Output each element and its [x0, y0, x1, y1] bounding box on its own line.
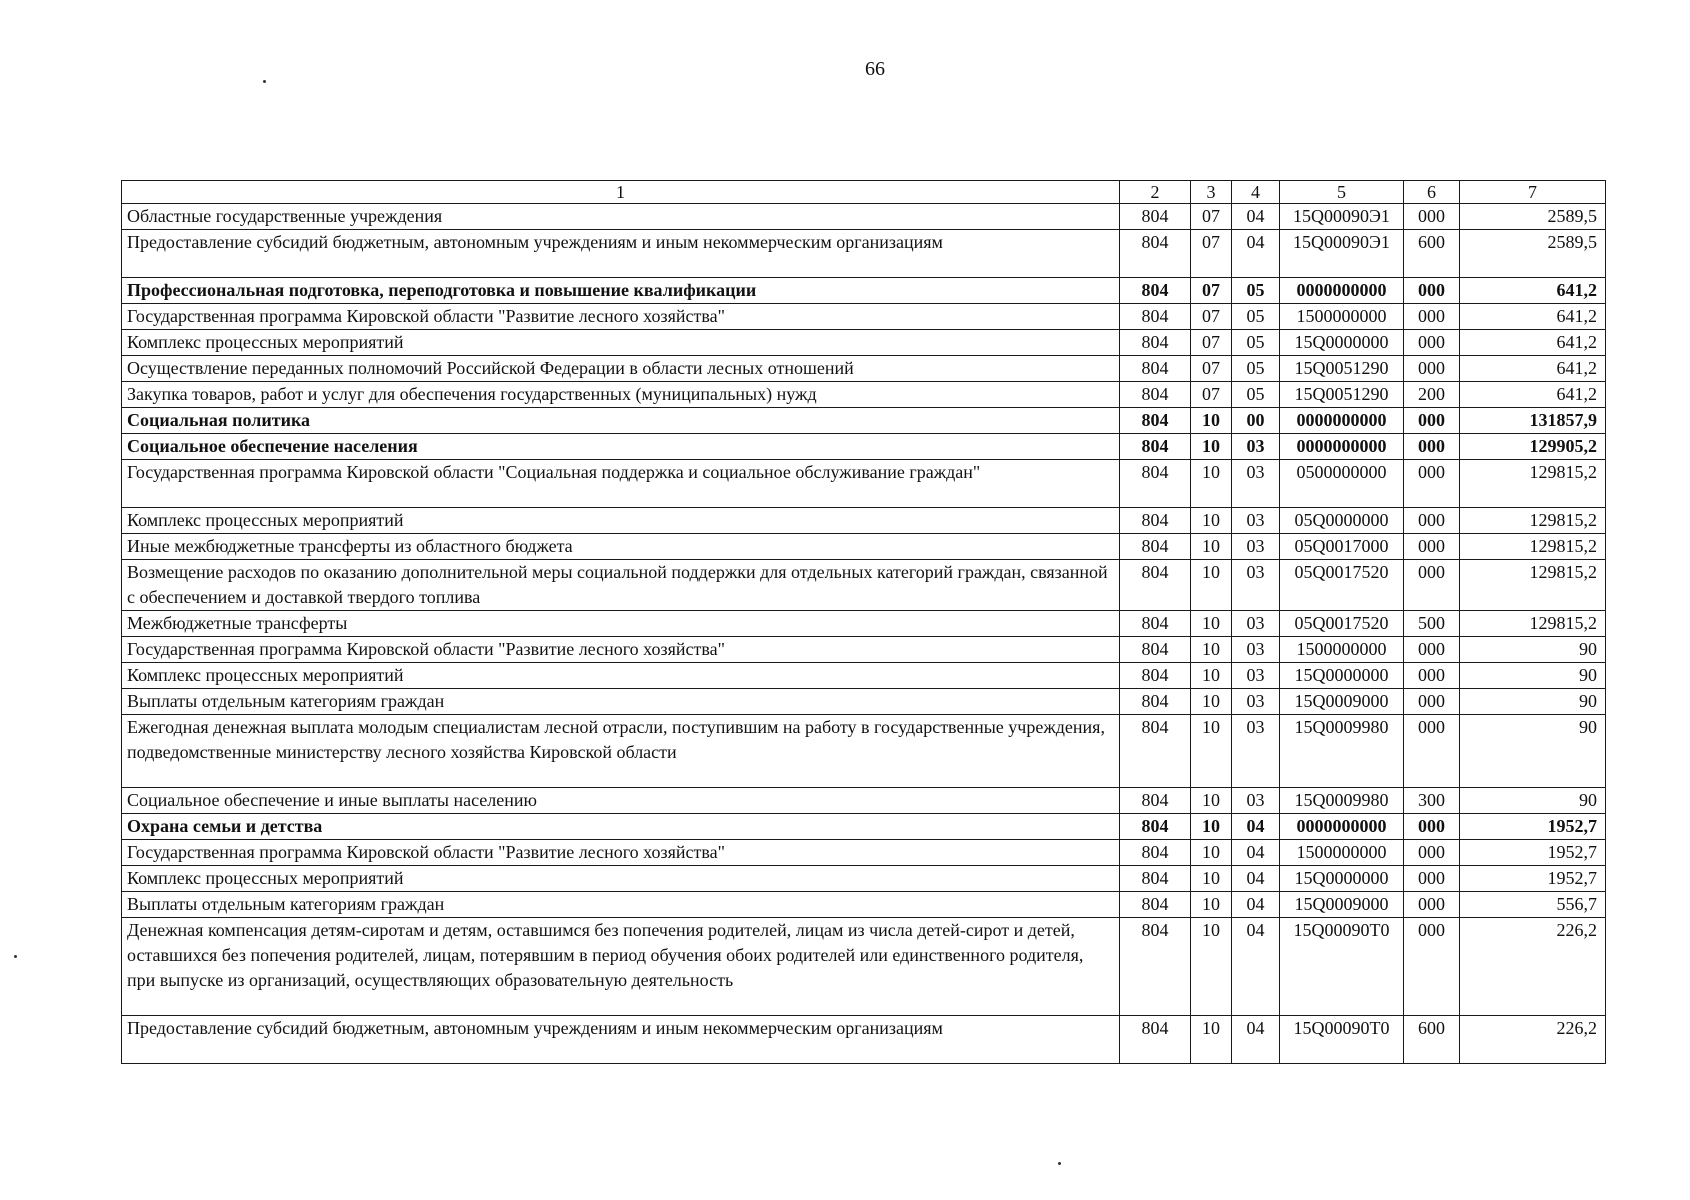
row-name-cell: Закупка товаров, работ и услуг для обеспечения государственных (муниципальных) нужд: [122, 382, 1120, 408]
row-expense-type-cell: 000: [1404, 278, 1460, 304]
row-section-cell: 10: [1191, 918, 1232, 1016]
row-target-code-cell: 15Q00090Т0: [1280, 918, 1404, 1016]
row-subsection-cell: 03: [1232, 663, 1280, 689]
row-subsection-cell: 03: [1232, 534, 1280, 560]
row-subsection-cell: 05: [1232, 278, 1280, 304]
row-admin-code-cell: 804: [1120, 918, 1191, 1016]
row-admin-code-cell: 804: [1120, 460, 1191, 508]
row-target-code-cell: 15Q0009000: [1280, 892, 1404, 918]
row-subsection-cell: 03: [1232, 788, 1280, 814]
row-target-code-cell: 0000000000: [1280, 408, 1404, 434]
row-subsection-cell: 03: [1232, 434, 1280, 460]
table-row: [122, 560, 1606, 611]
table-row: [122, 534, 1606, 560]
header-col-1: 1: [122, 181, 1120, 204]
row-expense-type-cell: 000: [1404, 814, 1460, 840]
row-expense-type-cell: 200: [1404, 382, 1460, 408]
budget-table: [121, 180, 1606, 1064]
row-expense-type-cell: 000: [1404, 330, 1460, 356]
row-target-code-cell: 0500000000: [1280, 460, 1404, 508]
row-amount-cell: 90: [1460, 788, 1606, 814]
table-row: [122, 408, 1606, 434]
row-name-cell: Охрана семьи и детства: [122, 814, 1120, 840]
header-col-3: 3: [1191, 181, 1232, 204]
table-row: [122, 866, 1606, 892]
row-section-cell: 10: [1191, 663, 1232, 689]
row-amount-cell: 226,2: [1460, 918, 1606, 1016]
row-expense-type-cell: 000: [1404, 637, 1460, 663]
row-target-code-cell: 15Q0051290: [1280, 382, 1404, 408]
row-name-cell: Комплекс процессных мероприятий: [122, 663, 1120, 689]
table-row: [122, 204, 1606, 230]
row-section-cell: 10: [1191, 434, 1232, 460]
row-admin-code-cell: 804: [1120, 892, 1191, 918]
table-body: [122, 204, 1606, 1064]
row-amount-cell: 641,2: [1460, 330, 1606, 356]
table-row: [122, 460, 1606, 508]
row-expense-type-cell: 500: [1404, 611, 1460, 637]
row-subsection-cell: 03: [1232, 560, 1280, 611]
row-subsection-cell: 04: [1232, 204, 1280, 230]
table-row: [122, 382, 1606, 408]
row-expense-type-cell: 000: [1404, 866, 1460, 892]
header-col-4: 4: [1232, 181, 1280, 204]
table-row: [122, 840, 1606, 866]
row-amount-cell: 129815,2: [1460, 611, 1606, 637]
row-amount-cell: 226,2: [1460, 1016, 1606, 1064]
row-target-code-cell: 15Q0000000: [1280, 866, 1404, 892]
row-subsection-cell: 05: [1232, 330, 1280, 356]
row-expense-type-cell: 000: [1404, 204, 1460, 230]
row-expense-type-cell: 000: [1404, 560, 1460, 611]
row-expense-type-cell: 000: [1404, 304, 1460, 330]
row-admin-code-cell: 804: [1120, 866, 1191, 892]
row-expense-type-cell: 000: [1404, 434, 1460, 460]
row-expense-type-cell: 000: [1404, 840, 1460, 866]
row-admin-code-cell: 804: [1120, 356, 1191, 382]
row-section-cell: 10: [1191, 866, 1232, 892]
row-admin-code-cell: 804: [1120, 788, 1191, 814]
row-admin-code-cell: 804: [1120, 637, 1191, 663]
row-name-cell: Областные государственные учреждения: [122, 204, 1120, 230]
row-admin-code-cell: 804: [1120, 840, 1191, 866]
table-row: [122, 892, 1606, 918]
row-section-cell: 10: [1191, 508, 1232, 534]
row-name-cell: Комплекс процессных мероприятий: [122, 866, 1120, 892]
row-admin-code-cell: 804: [1120, 278, 1191, 304]
row-subsection-cell: 04: [1232, 1016, 1280, 1064]
row-expense-type-cell: 000: [1404, 892, 1460, 918]
header-col-7: 7: [1460, 181, 1606, 204]
row-subsection-cell: 03: [1232, 460, 1280, 508]
row-name-cell: Иные межбюджетные трансферты из областного бюджета: [122, 534, 1120, 560]
row-expense-type-cell: 000: [1404, 408, 1460, 434]
header-col-5: 5: [1280, 181, 1404, 204]
row-section-cell: 10: [1191, 637, 1232, 663]
row-section-cell: 10: [1191, 715, 1232, 788]
row-amount-cell: 641,2: [1460, 278, 1606, 304]
table-row: [122, 814, 1606, 840]
table-row: [122, 330, 1606, 356]
scan-speck: [263, 80, 266, 83]
row-expense-type-cell: 000: [1404, 356, 1460, 382]
row-name-cell: Государственная программа Кировской области "Развитие лесного хозяйства": [122, 840, 1120, 866]
row-admin-code-cell: 804: [1120, 408, 1191, 434]
row-name-cell: Социальное обеспечение населения: [122, 434, 1120, 460]
row-name-cell: Государственная программа Кировской области "Социальная поддержка и социальное обслуживание граждан": [122, 460, 1120, 508]
row-section-cell: 10: [1191, 534, 1232, 560]
page-number: 66: [865, 58, 885, 80]
row-name-cell: Государственная программа Кировской области "Развитие лесного хозяйства": [122, 637, 1120, 663]
table-row: [122, 356, 1606, 382]
row-name-cell: Выплаты отдельным категориям граждан: [122, 689, 1120, 715]
row-section-cell: 07: [1191, 382, 1232, 408]
row-expense-type-cell: 000: [1404, 460, 1460, 508]
row-section-cell: 07: [1191, 278, 1232, 304]
row-subsection-cell: 04: [1232, 918, 1280, 1016]
row-target-code-cell: 15Q0051290: [1280, 356, 1404, 382]
table-row: [122, 230, 1606, 278]
row-name-cell: Межбюджетные трансферты: [122, 611, 1120, 637]
row-name-cell: Комплекс процессных мероприятий: [122, 508, 1120, 534]
header-row: [122, 181, 1606, 204]
row-target-code-cell: 0000000000: [1280, 278, 1404, 304]
row-name-cell: Предоставление субсидий бюджетным, автономным учреждениям и иным некоммерческим организациям: [122, 230, 1120, 278]
row-target-code-cell: 15Q00090Э1: [1280, 204, 1404, 230]
row-subsection-cell: 04: [1232, 866, 1280, 892]
row-name-cell: Государственная программа Кировской области "Развитие лесного хозяйства": [122, 304, 1120, 330]
row-target-code-cell: 15Q0009980: [1280, 788, 1404, 814]
row-amount-cell: 129815,2: [1460, 534, 1606, 560]
row-target-code-cell: 15Q0009000: [1280, 689, 1404, 715]
row-section-cell: 07: [1191, 304, 1232, 330]
table-row: [122, 434, 1606, 460]
row-admin-code-cell: 804: [1120, 304, 1191, 330]
row-subsection-cell: 03: [1232, 508, 1280, 534]
row-admin-code-cell: 804: [1120, 434, 1191, 460]
row-name-cell: Выплаты отдельным категориям граждан: [122, 892, 1120, 918]
row-admin-code-cell: 804: [1120, 534, 1191, 560]
row-subsection-cell: 04: [1232, 892, 1280, 918]
table-row: [122, 788, 1606, 814]
row-name-cell: Возмещение расходов по оказанию дополнительной меры социальной поддержки для отдельных категорий граждан, связанной с обеспечением и доставкой твердого топлива: [122, 560, 1120, 611]
row-section-cell: 10: [1191, 689, 1232, 715]
row-target-code-cell: 15Q00090Э1: [1280, 230, 1404, 278]
table-row: [122, 663, 1606, 689]
row-admin-code-cell: 804: [1120, 689, 1191, 715]
row-subsection-cell: 05: [1232, 356, 1280, 382]
row-admin-code-cell: 804: [1120, 382, 1191, 408]
row-subsection-cell: 04: [1232, 814, 1280, 840]
row-amount-cell: 641,2: [1460, 382, 1606, 408]
row-amount-cell: 641,2: [1460, 304, 1606, 330]
row-section-cell: 07: [1191, 204, 1232, 230]
row-subsection-cell: 03: [1232, 715, 1280, 788]
row-admin-code-cell: 804: [1120, 611, 1191, 637]
row-expense-type-cell: 300: [1404, 788, 1460, 814]
row-expense-type-cell: 000: [1404, 534, 1460, 560]
row-target-code-cell: 15Q00090Т0: [1280, 1016, 1404, 1064]
table-row: [122, 715, 1606, 788]
row-amount-cell: 1952,7: [1460, 840, 1606, 866]
row-amount-cell: 129815,2: [1460, 508, 1606, 534]
row-admin-code-cell: 804: [1120, 204, 1191, 230]
row-expense-type-cell: 000: [1404, 689, 1460, 715]
scan-speck: [1058, 1162, 1061, 1165]
row-target-code-cell: 15Q0000000: [1280, 663, 1404, 689]
table-row: [122, 304, 1606, 330]
row-amount-cell: 129815,2: [1460, 560, 1606, 611]
row-admin-code-cell: 804: [1120, 330, 1191, 356]
row-subsection-cell: 03: [1232, 689, 1280, 715]
row-expense-type-cell: 000: [1404, 715, 1460, 788]
row-section-cell: 07: [1191, 230, 1232, 278]
row-section-cell: 10: [1191, 892, 1232, 918]
row-amount-cell: 641,2: [1460, 356, 1606, 382]
row-amount-cell: 90: [1460, 689, 1606, 715]
table-row: [122, 918, 1606, 1016]
row-target-code-cell: 1500000000: [1280, 840, 1404, 866]
row-section-cell: 10: [1191, 460, 1232, 508]
row-amount-cell: 556,7: [1460, 892, 1606, 918]
header-col-6: 6: [1404, 181, 1460, 204]
row-target-code-cell: 05Q0017520: [1280, 560, 1404, 611]
row-section-cell: 07: [1191, 330, 1232, 356]
row-amount-cell: 129815,2: [1460, 460, 1606, 508]
row-target-code-cell: 0000000000: [1280, 434, 1404, 460]
row-amount-cell: 90: [1460, 637, 1606, 663]
row-admin-code-cell: 804: [1120, 715, 1191, 788]
row-name-cell: Социальная политика: [122, 408, 1120, 434]
row-name-cell: Социальное обеспечение и иные выплаты населению: [122, 788, 1120, 814]
row-target-code-cell: 05Q0000000: [1280, 508, 1404, 534]
row-subsection-cell: 04: [1232, 840, 1280, 866]
row-name-cell: Комплекс процессных мероприятий: [122, 330, 1120, 356]
row-subsection-cell: 04: [1232, 230, 1280, 278]
row-target-code-cell: 05Q0017000: [1280, 534, 1404, 560]
row-expense-type-cell: 000: [1404, 508, 1460, 534]
row-name-cell: Ежегодная денежная выплата молодым специалистам лесной отрасли, поступившим на работу в государственные учреждения, подведомственные министерству лесного хозяйства Кировской области: [122, 715, 1120, 788]
table-row: [122, 508, 1606, 534]
row-section-cell: 10: [1191, 560, 1232, 611]
row-name-cell: Денежная компенсация детям-сиротам и детям, оставшимся без попечения родителей, лицам из числа детей-сирот и детей, оставшихся без попечения родителей, лицам, потерявшим в период обучения обоих родителей или единственного родителя, при выпуске из организаций, осуществляющих образовательную деятельность: [122, 918, 1120, 1016]
row-admin-code-cell: 804: [1120, 814, 1191, 840]
row-expense-type-cell: 000: [1404, 663, 1460, 689]
row-amount-cell: 2589,5: [1460, 230, 1606, 278]
table-row: [122, 1016, 1606, 1064]
row-amount-cell: 131857,9: [1460, 408, 1606, 434]
row-target-code-cell: 0000000000: [1280, 814, 1404, 840]
row-admin-code-cell: 804: [1120, 663, 1191, 689]
row-expense-type-cell: 600: [1404, 230, 1460, 278]
row-subsection-cell: 03: [1232, 611, 1280, 637]
row-target-code-cell: 05Q0017520: [1280, 611, 1404, 637]
scan-speck: [14, 955, 17, 958]
row-admin-code-cell: 804: [1120, 230, 1191, 278]
row-section-cell: 10: [1191, 408, 1232, 434]
row-subsection-cell: 03: [1232, 637, 1280, 663]
row-subsection-cell: 00: [1232, 408, 1280, 434]
header-col-2: 2: [1120, 181, 1191, 204]
row-section-cell: 10: [1191, 814, 1232, 840]
row-section-cell: 10: [1191, 788, 1232, 814]
table-row: [122, 278, 1606, 304]
row-target-code-cell: 15Q0000000: [1280, 330, 1404, 356]
row-admin-code-cell: 804: [1120, 560, 1191, 611]
row-admin-code-cell: 804: [1120, 1016, 1191, 1064]
table-row: [122, 637, 1606, 663]
table-row: [122, 689, 1606, 715]
row-amount-cell: 1952,7: [1460, 814, 1606, 840]
row-section-cell: 07: [1191, 356, 1232, 382]
row-amount-cell: 90: [1460, 715, 1606, 788]
row-amount-cell: 129905,2: [1460, 434, 1606, 460]
row-admin-code-cell: 804: [1120, 508, 1191, 534]
row-section-cell: 10: [1191, 840, 1232, 866]
row-expense-type-cell: 000: [1404, 918, 1460, 1016]
row-expense-type-cell: 600: [1404, 1016, 1460, 1064]
row-section-cell: 10: [1191, 611, 1232, 637]
row-name-cell: Предоставление субсидий бюджетным, автономным учреждениям и иным некоммерческим организациям: [122, 1016, 1120, 1064]
row-target-code-cell: 1500000000: [1280, 637, 1404, 663]
row-amount-cell: 90: [1460, 663, 1606, 689]
row-target-code-cell: 15Q0009980: [1280, 715, 1404, 788]
row-section-cell: 10: [1191, 1016, 1232, 1064]
row-subsection-cell: 05: [1232, 382, 1280, 408]
row-amount-cell: 2589,5: [1460, 204, 1606, 230]
row-name-cell: Осуществление переданных полномочий Российской Федерации в области лесных отношений: [122, 356, 1120, 382]
row-amount-cell: 1952,7: [1460, 866, 1606, 892]
row-target-code-cell: 1500000000: [1280, 304, 1404, 330]
row-subsection-cell: 05: [1232, 304, 1280, 330]
table-row: [122, 611, 1606, 637]
row-name-cell: Профессиональная подготовка, переподготовка и повышение квалификации: [122, 278, 1120, 304]
